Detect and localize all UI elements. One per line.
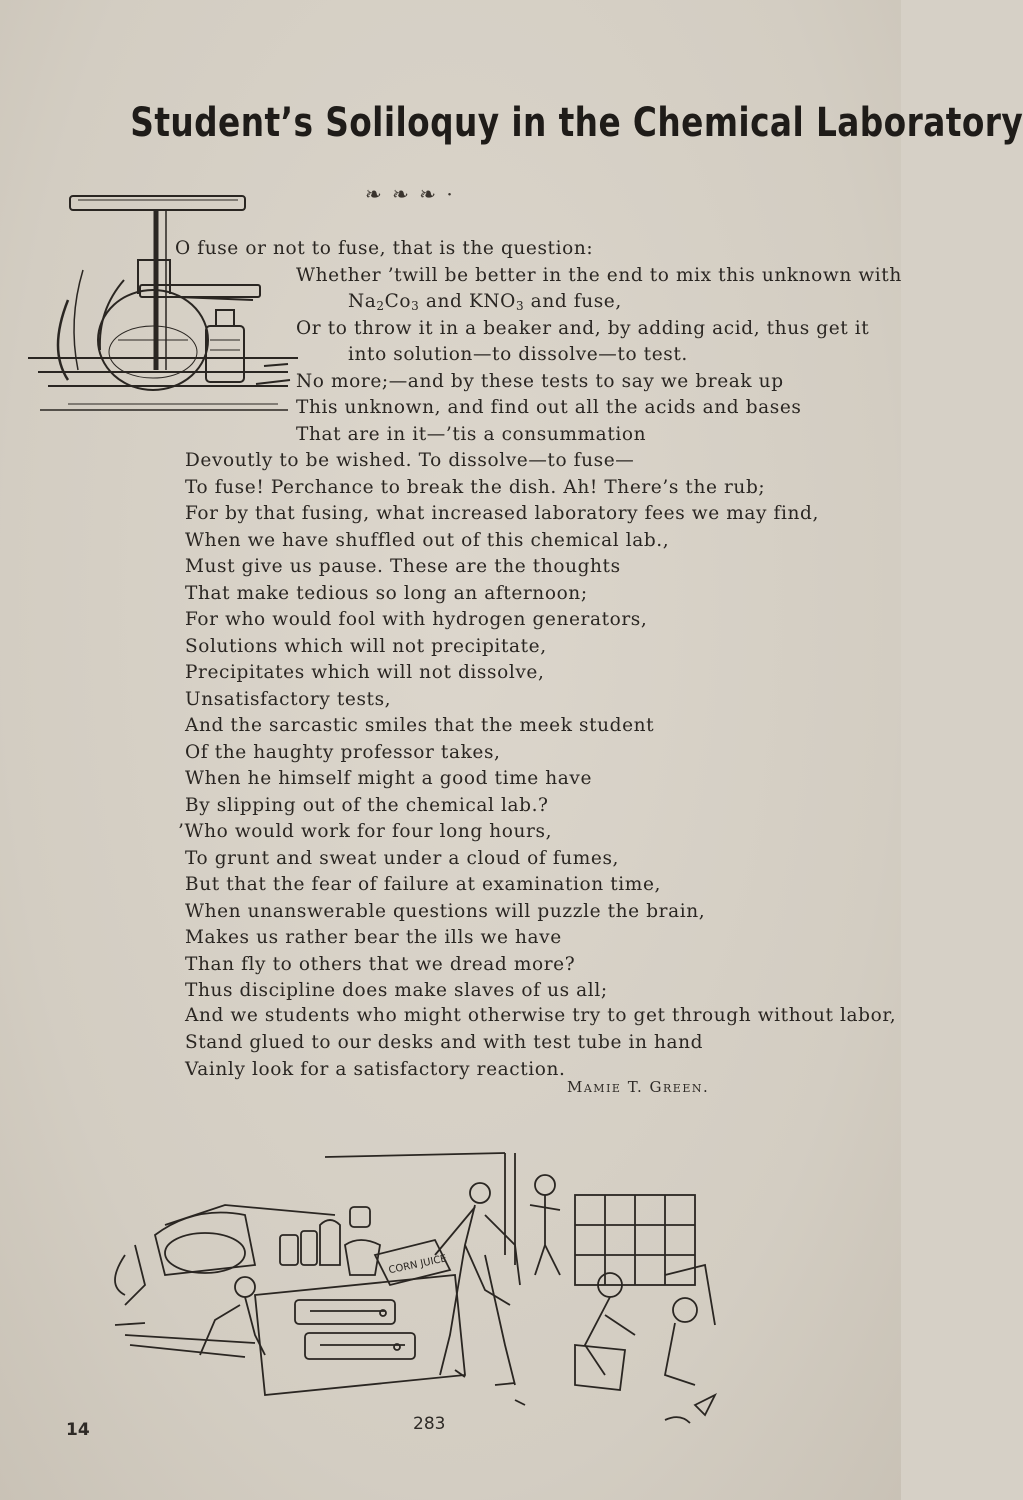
poem-line-32: Vainly look for a satisfactory reaction. (185, 1059, 566, 1080)
poem-line-14: That make tedious so long an afternoon; (185, 583, 588, 604)
poem-line-5: into solution—to dissolve—to test. (348, 344, 688, 365)
formula-subscript: 2 (376, 299, 385, 313)
formula-subscript: 3 (515, 299, 525, 313)
poem-line-6: No more;—and by these tests to say we break up (296, 371, 784, 392)
poem-line-13: Must give us pause. These are the thoughts (185, 556, 621, 577)
poem-line-11: For by that fusing, what increased laboratory fees we may find, (185, 503, 819, 524)
poem-line-19: And the sarcastic smiles that the meek student (185, 715, 655, 736)
poem-line-2: Whether ’twill be better in the end to mix this unknown with (296, 265, 902, 286)
poem-line-15: For who would fool with hydrogen generators, (185, 609, 648, 630)
poem-line-9: Devoutly to be wished. To dissolve—to fuse— (185, 450, 635, 471)
poem-line-28: Than fly to others that we dread more? (185, 954, 576, 975)
poem-line-22: By slipping out of the chemical lab.? (185, 795, 549, 816)
poem-line-17: Precipitates which will not dissolve, (185, 662, 545, 683)
poem-line-27: Makes us rather bear the ills we have (185, 927, 562, 948)
poem-line-20: Of the haughty professor takes, (185, 742, 501, 763)
poem-line-12: When we have shuffled out of this chemical lab., (185, 530, 670, 551)
formula-part: Co (384, 291, 412, 312)
lab-apparatus-illustration (28, 190, 328, 420)
poem-line-31: Stand glued to our desks and with test tube in hand (185, 1032, 704, 1053)
laboratory-scene-illustration (105, 1145, 745, 1435)
page-number-center: 283 (413, 1414, 446, 1434)
formula-part: Na (348, 291, 377, 312)
page-title: Student’s Soliloquy in the Chemical Laboratory (130, 100, 1023, 146)
poem-line-3 (348, 291, 622, 313)
poem-line-4: Or to throw it in a beaker and, by adding acid, thus get it (296, 318, 870, 339)
poem-line-18: Unsatisfactory tests, (185, 689, 392, 710)
poem-line-1: O fuse or not to fuse, that is the question: (175, 238, 594, 259)
poem-line-26: When unanswerable questions will puzzle the brain, (185, 901, 706, 922)
poem-line-30: And we students who might otherwise try to get through without labor, (185, 1005, 897, 1026)
corn-juice-sign: CORN JUICE (387, 1253, 448, 1277)
poem-line-8: That are in it—’tis a consummation (296, 424, 647, 445)
poem-line-23: ’Who would work for four long hours, (178, 821, 553, 842)
poem-line-24: To grunt and sweat under a cloud of fumes, (185, 848, 620, 869)
leaf-ornament: ❧ ❧ ❧ · (365, 182, 455, 206)
poem-line-10: To fuse! Perchance to break the dish. Ah! There’s the rub; (185, 477, 766, 498)
author-signature: Mamie T. Green. (567, 1078, 710, 1096)
formula-subscript: 3 (411, 299, 420, 313)
poem-line-16: Solutions which will not precipitate, (185, 636, 547, 657)
poem-line-25: But that the fear of failure at examination time, (185, 874, 661, 895)
page-number-left: 14 (66, 1420, 90, 1440)
formula-part: and KNO (419, 291, 516, 312)
poem-line-7: This unknown, and find out all the acids and bases (296, 397, 802, 418)
formula-part: and fuse, (524, 291, 622, 312)
poem-line-21: When he himself might a good time have (185, 768, 593, 789)
poem-line-29: Thus discipline does make slaves of us all; (185, 980, 608, 1001)
